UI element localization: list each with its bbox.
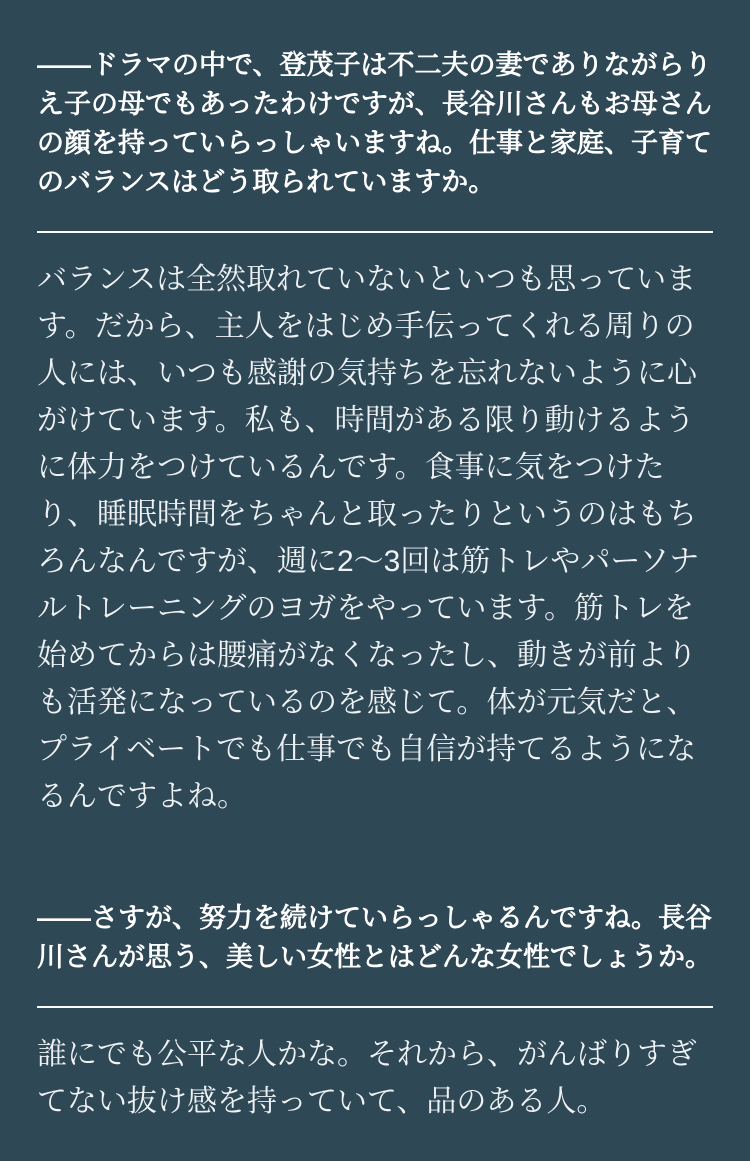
- question-answer-divider-2: [37, 1006, 713, 1008]
- interviewee-answer-1: バランスは全然取れていないといつも思っています。だから、主人をはじめ手伝ってくれる周りの人には、いつも感謝の気持ちを忘れないように心がけています。私も、時間がある限り動けるように体力をつけているんです。食事に気をつけたり、睡眠時間をちゃんと取ったりというのはもちろんなんですが、週に2〜3回は筋トレやパーソナルトレーニングのヨガをやっています。筋トレを始めてからは腰痛がなくなったし、動きが前よりも活発になっているのを感じて。体が元気だと、プライベートでも仕事でも自信が持てるようになるんですよね。: [37, 263, 700, 813]
- qa-block-1: [37, 46, 713, 820]
- interviewee-answer-2: 誰にでも公平な人かな。それから、がんばりすぎてない抜け感を持っていて、品のある人。: [37, 1038, 697, 1118]
- interviewer-question-1: ——ドラマの中で、登茂子は不二夫の妻でありながらりえ子の母でもあったわけですが、長谷川さんもお母さんの顔を持っていらっしゃいますね。仕事と家庭、子育てのバランスはどう取られていますか。: [37, 50, 712, 197]
- interview-article: [37, 46, 713, 1125]
- question-answer-divider-1: [37, 231, 713, 233]
- qa-block-2: [37, 899, 713, 1125]
- interviewer-question-2: ——さすが、努力を続けていらっしゃるんですね。長谷川さんが思う、美しい女性とはどんな女性でしょうか。: [37, 903, 712, 972]
